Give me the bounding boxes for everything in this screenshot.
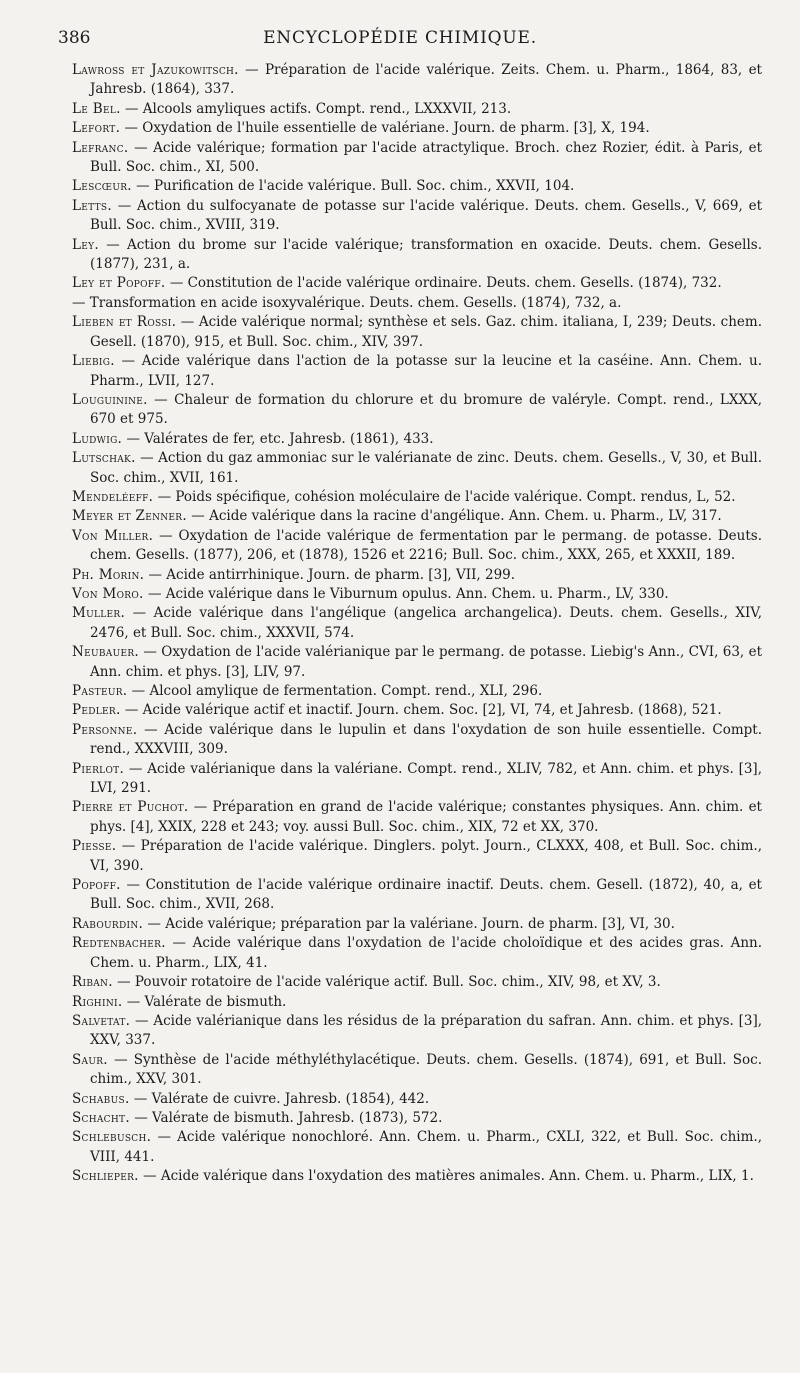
bibliography-entry: [72, 430, 762, 449]
bibliography-list: [72, 61, 762, 1187]
entry-author: Saur.: [72, 1051, 108, 1068]
entry-author: Righini.: [72, 993, 123, 1010]
entry-author: Lieben et Rossi.: [72, 314, 177, 331]
entry-author: Piesse.: [72, 838, 117, 855]
entry-author: Ley.: [72, 236, 99, 253]
entry-text: — Oxydation de l'acide valérique de fermentation par le permang. de potasse. Deuts. chem. Gesells. (1877), 206, et (1878), 1526 et 2216; Bull. Soc. chim., XXX, 265, et XXXII, 189.: [90, 527, 762, 564]
entry-author: Neubauer.: [72, 644, 140, 661]
entry-text: — Acide valérique nonochloré. Ann. Chem. u. Pharm., CXLI, 322, et Bull. Soc. chim., VIII, 441.: [90, 1129, 762, 1165]
entry-text: — Préparation en grand de l'acide valérique; constantes physiques. Ann. chim. et phys. [4], XXIX, 228 et 243; voy. aussi Bull. Soc. chim., XIX, 72 et XX, 370.: [90, 799, 762, 835]
entry-text: — Acide valérique dans l'oxydation de l'acide choloïdique et des acides gras. Ann. Chem. u. Pharm., LIX, 41.: [90, 935, 762, 971]
bibliography-entry: [72, 313, 762, 352]
bibliography-entry: [72, 1051, 762, 1090]
entry-author: Le Bel.: [72, 100, 121, 117]
entry-text: — Alcools amyliques actifs. Compt. rend., LXXXVII, 213.: [124, 100, 512, 117]
entry-text: — Acide valérique dans l'action de la potasse sur la leucine et la caséine. Ann. Chem. u. Pharm., LVII, 127.: [90, 353, 762, 389]
entry-author: Ley et Popoff.: [72, 275, 166, 292]
entry-text: — Acide valérique; préparation par la valériane. Journ. de pharm. [3], VI, 30.: [147, 915, 675, 932]
bibliography-entry: [72, 274, 762, 293]
bibliography-entry: [72, 527, 762, 566]
entry-author: Lefort.: [72, 120, 121, 137]
bibliography-entry: [72, 236, 762, 275]
entry-author: Schlieper.: [72, 1168, 139, 1185]
bibliography-entry: [72, 701, 762, 720]
entry-author: Von Miller.: [72, 527, 154, 544]
entry-author: Mendeléeff.: [72, 488, 154, 505]
entry-author: Ludwig.: [72, 430, 123, 447]
entry-text: — Oxydation de l'huile essentielle de valériane. Journ. de pharm. [3], X, 194.: [124, 120, 650, 137]
bibliography-entry: [72, 119, 762, 138]
bibliography-entry: [72, 798, 762, 837]
entry-text: — Valérates de fer, etc. Jahresb. (1861), 433.: [126, 430, 434, 447]
entry-author: Pasteur.: [72, 683, 128, 699]
entry-author: Louguinine.: [72, 391, 148, 408]
bibliography-entry: [72, 837, 762, 876]
bibliography-entry: [72, 177, 762, 196]
entry-text: — Synthèse de l'acide méthyléthylacétique. Deuts. chem. Gesells. (1874), 691, et Bull. Soc. chim., XXV, 301.: [90, 1051, 763, 1088]
bibliography-entry: [72, 643, 762, 682]
page-number: 386: [58, 28, 91, 48]
entry-author: Riban.: [72, 974, 113, 991]
entry-text: — Purification de l'acide valérique. Bull. Soc. chim., XXVII, 104.: [136, 178, 575, 195]
entry-author: Lescœur.: [72, 178, 132, 195]
bibliography-entry: [72, 934, 762, 973]
entry-author: Salvetat.: [72, 1012, 131, 1029]
entry-text: — Acide valérique dans l'angélique (angelica archangelica). Deuts. chem. Gesells., XIV, 2476, et Bull. Soc. chim., XXXVII, 574.: [90, 605, 762, 641]
bibliography-entry: [72, 1128, 762, 1167]
entry-author: Pierlot.: [72, 760, 125, 777]
bibliography-entry: [72, 488, 762, 507]
entry-text: — Action du brome sur l'acide valérique; transformation en oxacide. Deuts. chem. Gesells. (1877), 231, a.: [90, 236, 762, 273]
entry-author: Letts.: [72, 197, 112, 214]
bibliography-entry: [72, 585, 762, 604]
entry-text: — Valérate de bismuth.: [126, 993, 287, 1010]
bibliography-entry: [72, 604, 762, 643]
bibliography-entry: [72, 1090, 762, 1109]
entry-text: — Acide valérique dans le Viburnum opulus. Ann. Chem. u. Pharm., LV, 330.: [147, 585, 669, 602]
page-header: [58, 28, 742, 54]
bibliography-entry: [72, 61, 762, 100]
bibliography-entry: [72, 197, 762, 236]
entry-author: Rabourdin.: [72, 915, 144, 932]
entry-text: — Action du sulfocyanate de potasse sur l'acide valérique. Deuts. chem. Gesells., V, 669, et Bull. Soc. chim., XVIII, 319.: [90, 197, 762, 234]
bibliography-entry: [72, 760, 762, 799]
entry-author: Lutschak.: [72, 450, 136, 467]
entry-text: — Poids spécifique, cohésion moléculaire de l'acide valérique. Compt. rendus, L, 52.: [157, 488, 736, 505]
entry-text: — Acide valérique dans la racine d'angélique. Ann. Chem. u. Pharm., LV, 317.: [191, 508, 722, 525]
entry-text: — Pouvoir rotatoire de l'acide valérique actif. Bull. Soc. chim., XIV, 98, et XV, 3.: [117, 974, 661, 991]
entry-text: — Constitution de l'acide valérique ordinaire. Deuts. chem. Gesells. (1874), 732.: [169, 275, 722, 292]
bibliography-entry: [72, 1012, 762, 1051]
bibliography-entry: [72, 721, 762, 760]
entry-author: Schlebusch.: [72, 1129, 152, 1146]
entry-author: Von Moro.: [72, 585, 144, 602]
entry-author: Lefranc.: [72, 139, 129, 156]
entry-text: — Préparation de l'acide valérique. Dinglers. polyt. Journ., CLXXX, 408, et Bull. Soc. chim., VI, 390.: [90, 838, 762, 874]
entry-author: Meyer et Zenner.: [72, 508, 187, 525]
entry-author: Pierre et Puchot.: [72, 799, 189, 816]
entry-text: — Acide valérianique dans les résidus de la préparation du safran. Ann. chim. et phys. [3], XXV, 337.: [90, 1012, 762, 1049]
bibliography-entry: [72, 100, 762, 119]
entry-author: Pedler.: [72, 702, 121, 719]
entry-text: — Acide valérique normal; synthèse et sels. Gaz. chim. italiana, I, 239; Deuts. chem. Gesell. (1870), 915, et Bull. Soc. chim., XIV, 397.: [90, 314, 762, 350]
entry-author: Schacht.: [72, 1109, 130, 1126]
entry-text: — Alcool amylique de fermentation. Compt. rend., XLI, 296.: [131, 683, 543, 699]
entry-text: — Acide valérique actif et inactif. Journ. chem. Soc. [2], VI, 74, et Jahresb. (1868), 521.: [124, 702, 722, 719]
entry-text: — Acide antirrhinique. Journ. de pharm. [3], VII, 299.: [148, 566, 516, 583]
entry-author: Personne.: [72, 721, 138, 738]
bibliography-entry: [72, 352, 762, 391]
bibliography-entry: [72, 139, 762, 178]
bibliography-entry: [72, 682, 762, 701]
entry-text: — Transformation en acide isoxyvalérique. Deuts. chem. Gesells. (1874), 732, a.: [72, 294, 622, 311]
bibliography-entry: [72, 449, 762, 488]
bibliography-entry: [72, 1109, 762, 1128]
bibliography-entry: [72, 915, 762, 934]
bibliography-entry: [72, 876, 762, 915]
running-title: ENCYCLOPÉDIE CHIMIQUE.: [263, 28, 537, 48]
entry-text: — Chaleur de formation du chlorure et du bromure de valéryle. Compt. rend., LXXX, 670 et 975.: [90, 391, 763, 428]
entry-author: Popoff.: [72, 877, 121, 894]
entry-text: — Valérate de cuivre. Jahresb. (1854), 442.: [133, 1090, 430, 1107]
bibliography-entry: [72, 1167, 762, 1186]
entry-text: — Acide valérique dans le lupulin et dans l'oxydation de son huile essentielle. Compt. rend., XXXVIII, 309.: [90, 721, 762, 758]
bibliography-entry: [72, 566, 762, 585]
entry-text: — Acide valérique; formation par l'acide atractylique. Broch. chez Rozier, édit. à Paris, et Bull. Soc. chim., XI, 500.: [90, 139, 762, 176]
bibliography-entry: [72, 507, 762, 526]
entry-text: — Action du gaz ammoniac sur le valérianate de zinc. Deuts. chem. Gesells., V, 30, et Bull. Soc. chim., XVII, 161.: [90, 450, 762, 486]
bibliography-entry: [72, 993, 762, 1012]
bibliography-entry: [72, 391, 762, 430]
entry-text: — Valérate de bismuth. Jahresb. (1873), 572.: [134, 1109, 443, 1126]
entry-author: Ph. Morin.: [72, 566, 145, 583]
entry-author: Muller.: [72, 605, 126, 622]
entry-text: — Acide valérianique dans la valériane. Compt. rend., XLIV, 782, et Ann. chim. et phys. [3], LVI, 291.: [90, 760, 762, 797]
entry-text: — Préparation de l'acide valérique. Zeits. Chem. u. Pharm., 1864, 83, et Jahresb. (1864), 337.: [90, 62, 762, 98]
entry-author: Redtenbacher.: [72, 935, 166, 952]
entry-text: — Acide valérique dans l'oxydation des matières animales. Ann. Chem. u. Pharm., LIX, 1.: [143, 1168, 754, 1185]
entry-text: — Oxydation de l'acide valérianique par le permang. de potasse. Liebig's Ann., CVI, 63, et Ann. chim. et phys. [3], LIV, 97.: [90, 644, 763, 680]
entry-text: — Constitution de l'acide valérique ordinaire inactif. Deuts. chem. Gesell. (1872), 40, a, et Bull. Soc. chim., XVII, 268.: [90, 877, 762, 913]
bibliography-entry: [72, 294, 762, 313]
bibliography-entry: [72, 973, 762, 992]
entry-author: Lawross et Jazukowitsch.: [72, 62, 239, 78]
entry-author: Liebig.: [72, 353, 115, 370]
entry-author: Schabus.: [72, 1090, 130, 1107]
